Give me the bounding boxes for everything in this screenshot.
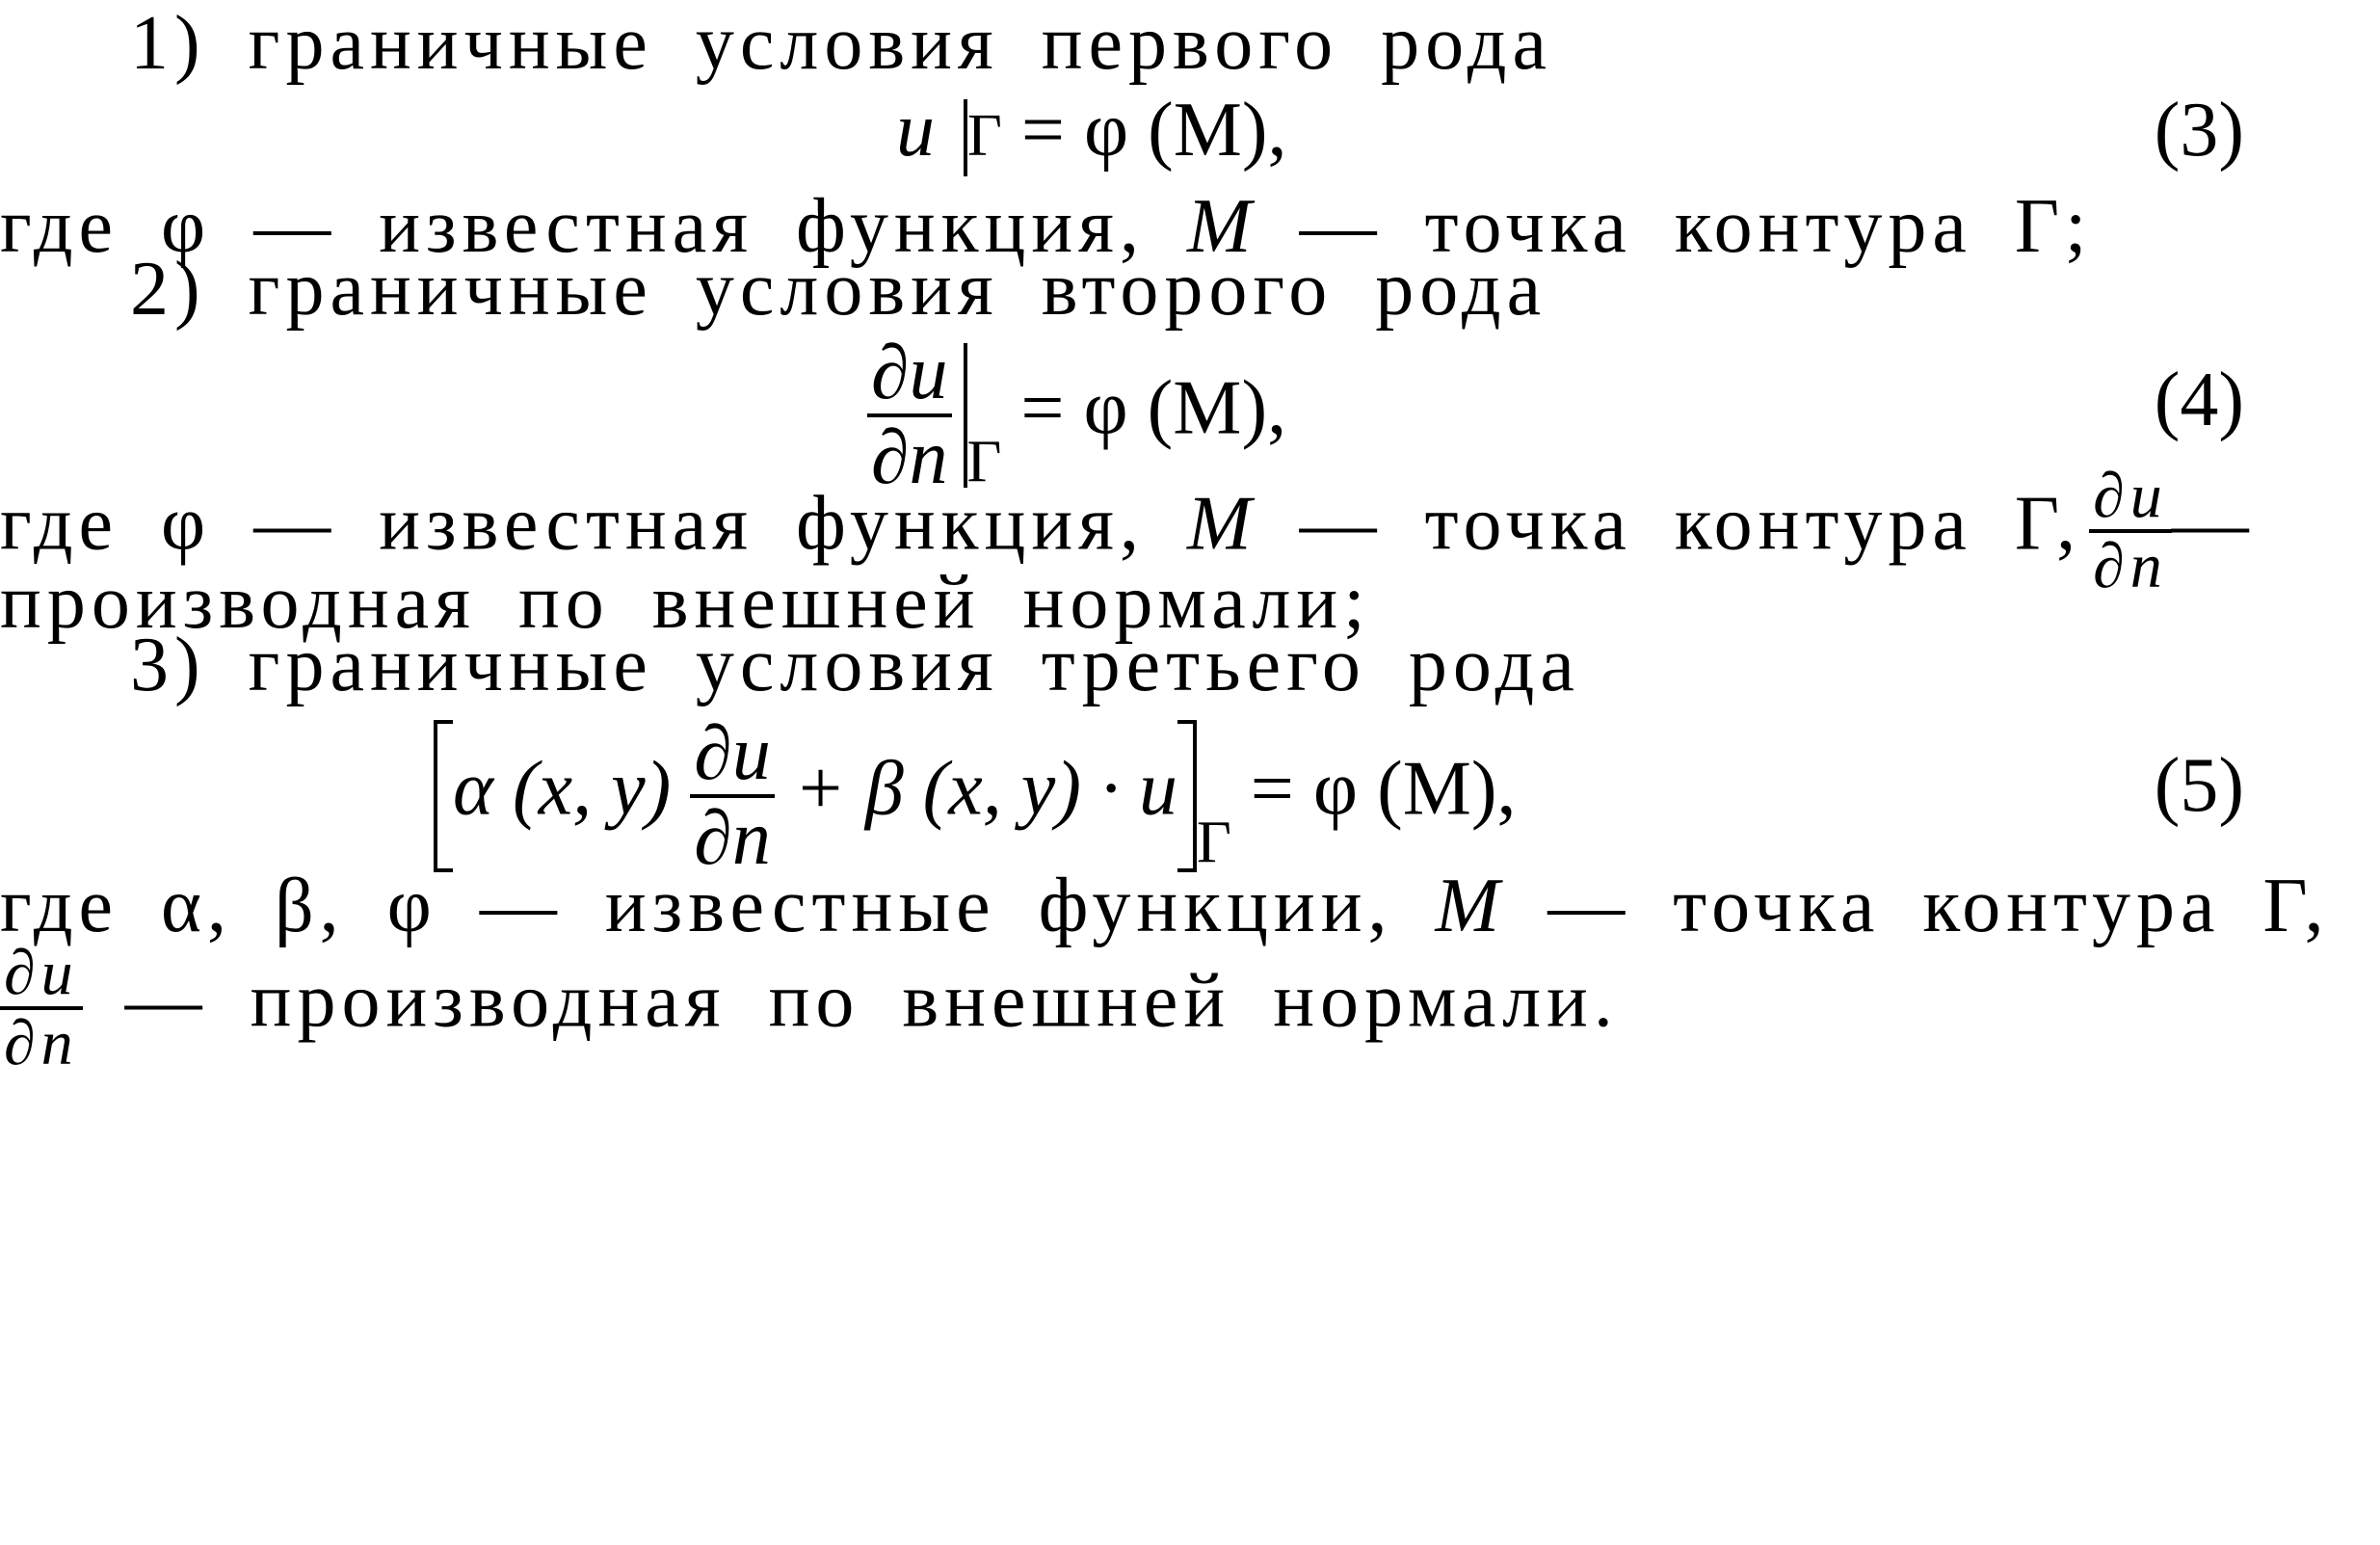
eq5-subscript: Г [1196, 810, 1231, 876]
eq5-beta-term: + β (x, y) · u [793, 746, 1177, 832]
equation-5-number: (5) [2154, 743, 2244, 828]
where-3-continuation: $\frac{\partial u}{\partial n}$ — производная по внешней нормали. [0, 940, 2250, 1078]
eq4-fraction: $\frac{\partial u}{\partial n}$ [867, 333, 952, 498]
eq3-subscript: Г [967, 103, 1002, 169]
equation-3 [896, 87, 1287, 176]
item-2-heading: 2) граничные условия второго рода [130, 247, 1547, 332]
eq5-rhs: = φ (M), [1250, 746, 1517, 832]
item-3-heading: 3) граничные условия третьего рода [130, 623, 1580, 707]
where-3-text: где α, β, φ — известные функции, M — точка контура Г, [0, 864, 2330, 948]
where-2-continuation: производная по внешней нормали; [0, 560, 1371, 645]
where-2-text: где φ — известная функция, M — точка контура Г, $\frac{\partial u}{\partial n}$ — [0, 461, 2255, 602]
eq3-rhs: = φ (M), [1020, 88, 1287, 173]
where3-fraction: $\frac{\partial u}{\partial n}$ [0, 940, 83, 1078]
eq5-alpha-term: α (x, y) [453, 746, 672, 832]
eq3-lhs: u [896, 88, 935, 173]
equation-5 [434, 713, 1517, 879]
item-1-heading: 1) граничные условия первого рода [130, 1, 1552, 86]
equation-3-number: (3) [2154, 88, 2244, 173]
eq5-fraction: $\frac{\partial u}{\partial n}$ [690, 713, 775, 879]
where-1-text: где φ — известная функция, M — точка контура Г; [0, 184, 2093, 269]
equation-4-number: (4) [2154, 358, 2244, 442]
eq4-rhs: = φ (M), [1020, 365, 1287, 451]
eq4-subscript: Г [966, 429, 1002, 495]
where2-fraction: $\frac{\partial u}{\partial n}$ [2089, 463, 2172, 600]
